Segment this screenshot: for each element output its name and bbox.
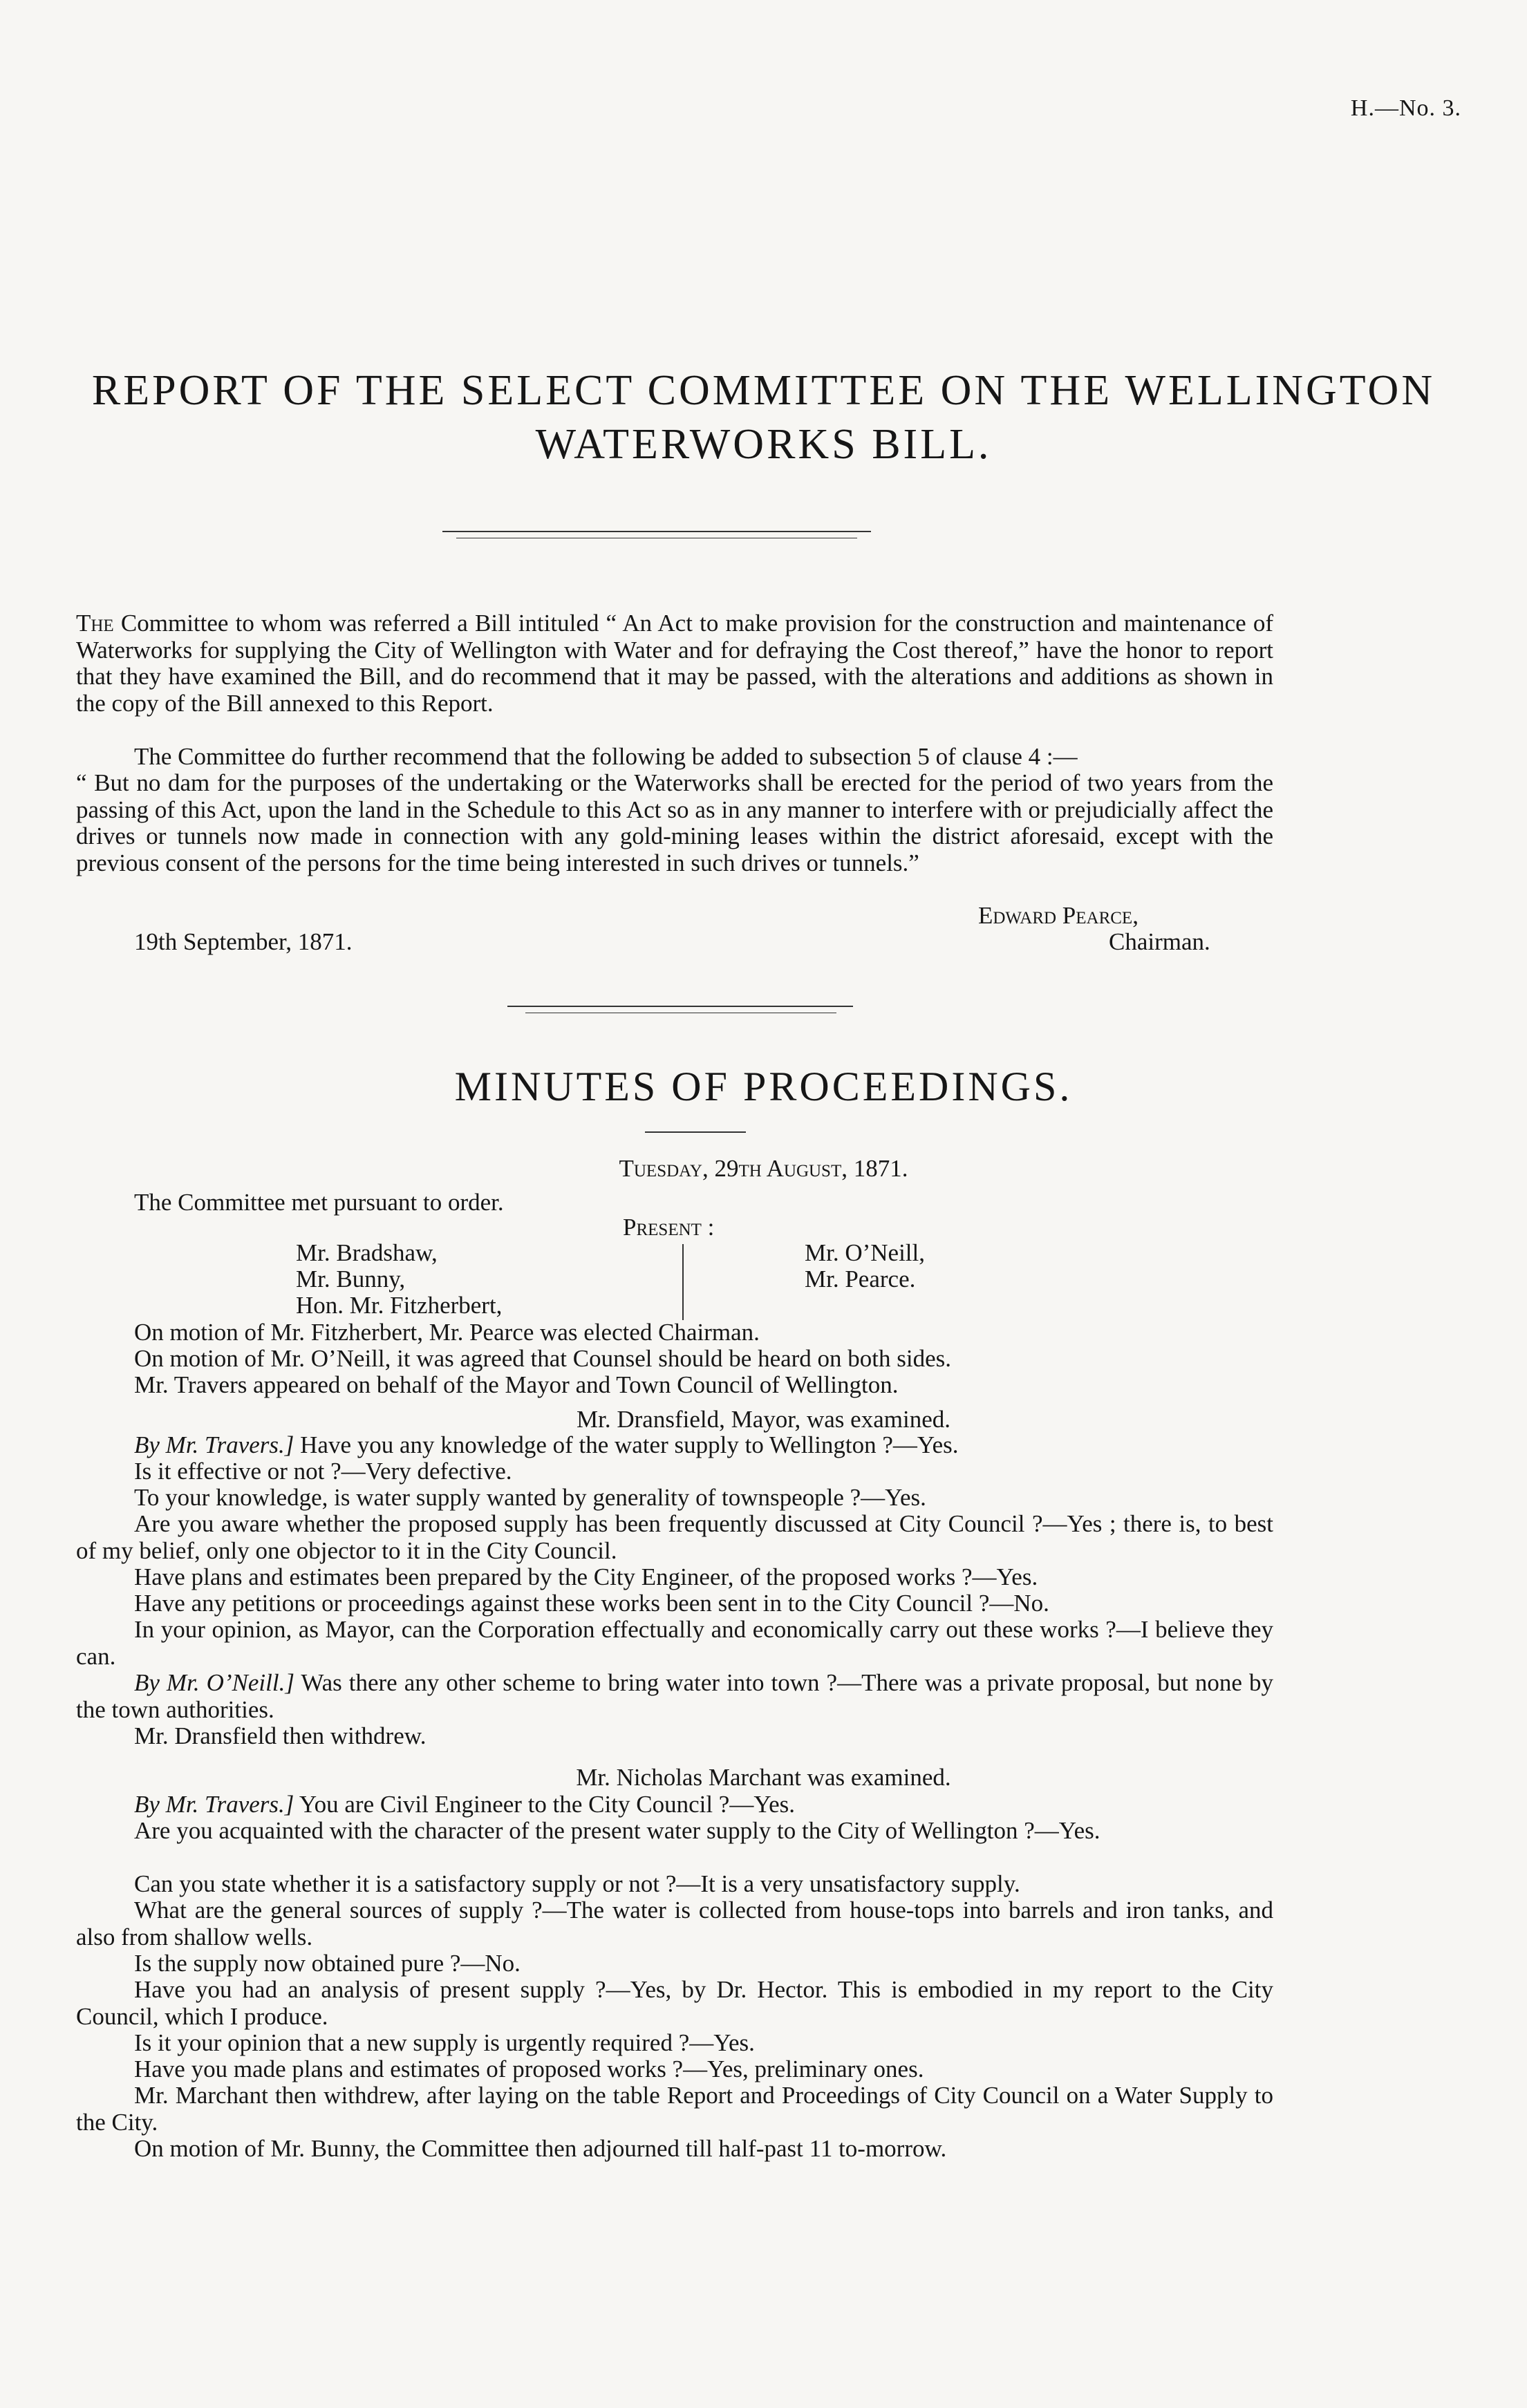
examiner-label: By Mr. Travers.] (134, 1791, 294, 1818)
meeting-date: Tuesday, 29th August, 1871. (619, 1155, 908, 1182)
page-reference: H.—No. 3. (1350, 95, 1461, 121)
marchant-q6: Have you had an analysis of present supply ?—Yes, by Dr. Hector. This is embodied in my report to the City Council, which I produce. (76, 1976, 1273, 2030)
report-paragraph-1 (76, 610, 1273, 717)
marchant-q4: What are the general sources of supply ?—The water is collected from house-tops into barrels and iron tanks, and also from shallow wells. (76, 1897, 1273, 1950)
question-text: Was there any other scheme to bring water into town ?—There was a private proposal, but none by the town authorities. (76, 1669, 1273, 1723)
dransfield-q1 (76, 1432, 1273, 1459)
dransfield-q5: Have plans and estimates been prepared by the City Engineer, of the proposed works ?—Yes. (134, 1563, 1038, 1590)
dransfield-q7: In your opinion, as Mayor, can the Corporation effectually and economically carry out these works ?—I believe they can. (76, 1616, 1273, 1670)
marchant-withdrew: Mr. Marchant then withdrew, after laying on the table Report and Proceedings of City Council on a Water Supply to the City. (76, 2082, 1273, 2136)
report-paragraph-2: The Committee do further recommend that the following be added to subsection 5 of clause 4 :— (134, 743, 1078, 770)
dransfield-q8 (76, 1670, 1273, 1723)
marchant-q2: Are you acquainted with the character of the present water supply to the City of Wellington ?—Yes. (134, 1817, 1100, 1844)
motion-chairman: On motion of Mr. Fitzherbert, Mr. Pearce was elected Chairman. (134, 1319, 760, 1346)
present-member: Hon. Mr. Fitzherbert, (296, 1292, 503, 1319)
title-divider-top (442, 531, 871, 532)
motion-counsel: On motion of Mr. O’Neill, it was agreed that Counsel should be heard on both sides. (134, 1345, 952, 1372)
meeting-opened: The Committee met pursuant to order. (134, 1189, 504, 1216)
marchant-q5: Is the supply now obtained pure ?—No. (134, 1950, 521, 1977)
paragraph-1-text: Committee to whom was referred a Bill intituled “ An Act to make provision for the construction and maintenance of Waterworks for supplying the City of Wellington with Water and for defraying the Cost thereof,” have the honor to report that they have examined the Bill, and do recommend that it may be passed, with the alterations and additions as shown in the copy of the Bill annexed to this Report. (76, 610, 1273, 717)
present-member: Mr. Pearce. (805, 1266, 916, 1292)
marchant-q1 (76, 1791, 1273, 1818)
dransfield-q4: Are you aware whether the proposed supply has been frequently discussed at City Council ?—Yes ; there is, to best of my belief, only one objector to it in the City Council. (76, 1510, 1273, 1564)
question-text: Have you any knowledge of the water supply to Wellington ?—Yes. (294, 1431, 959, 1458)
present-member: Mr. Bunny, (296, 1266, 406, 1292)
minutes-title: MINUTES OF PROCEEDINGS. (454, 1064, 1073, 1109)
question-text: You are Civil Engineer to the City Council ?—Yes. (294, 1791, 796, 1818)
dransfield-q3: To your knowledge, is water supply wanted by generality of townspeople ?—Yes. (134, 1484, 926, 1511)
present-member: Mr. Bradshaw, (296, 1239, 438, 1266)
examiner-label: By Mr. Travers.] (134, 1431, 294, 1458)
signatory-name: Edward Pearce, (978, 902, 1139, 929)
report-date: 19th September, 1871. (134, 928, 353, 955)
dransfield-withdrew: Mr. Dransfield then withdrew. (134, 1722, 427, 1749)
travers-appearance: Mr. Travers appeared on behalf of the Mayor and Town Council of Wellington. (134, 1371, 899, 1398)
present-label: Present : (623, 1214, 715, 1241)
examiner-label: By Mr. O’Neill.] (134, 1669, 294, 1696)
report-paragraph-3: “ But no dam for the purposes of the undertaking or the Waterworks shall be erected for the period of two years from the passing of this Act, upon the land in the Schedule to this Act so as in any manner to interfere with or prejudicially affect the drives or tunnels now made in connection with any gold-mining leases within the district aforesaid, except with the previous consent of the persons for the time being interested in such drives or tunnels.” (76, 769, 1273, 876)
signatory-role: Chairman. (1109, 928, 1210, 955)
minutes-title-underline (645, 1131, 746, 1133)
present-member: Mr. O’Neill, (805, 1239, 926, 1266)
adjournment: On motion of Mr. Bunny, the Committee then adjourned till half-past 11 to-morrow. (134, 2135, 947, 2162)
dransfield-heading: Mr. Dransfield, Mayor, was examined. (577, 1406, 950, 1433)
present-divider (682, 1244, 684, 1320)
marchant-q3: Can you state whether it is a satisfactory supply or not ?—It is a very unsatisfactory supply. (134, 1870, 1020, 1897)
marchant-q7: Is it your opinion that a new supply is urgently required ?—Yes. (134, 2029, 755, 2056)
dransfield-q2: Is it effective or not ?—Very defective. (134, 1458, 512, 1485)
report-title-line2: WATERWORKS BILL. (535, 421, 992, 468)
marchant-heading: Mr. Nicholas Marchant was examined. (576, 1764, 951, 1791)
paragraph-lead: The (76, 610, 114, 637)
dransfield-q6: Have any petitions or proceedings against these works been sent in to the City Council ?—No. (134, 1590, 1049, 1617)
marchant-q8: Have you made plans and estimates of proposed works ?—Yes, preliminary ones. (134, 2056, 924, 2082)
section-divider-top (507, 1006, 853, 1007)
report-title-line1: REPORT OF THE SELECT COMMITTEE ON THE WELLINGTON (91, 367, 1436, 414)
